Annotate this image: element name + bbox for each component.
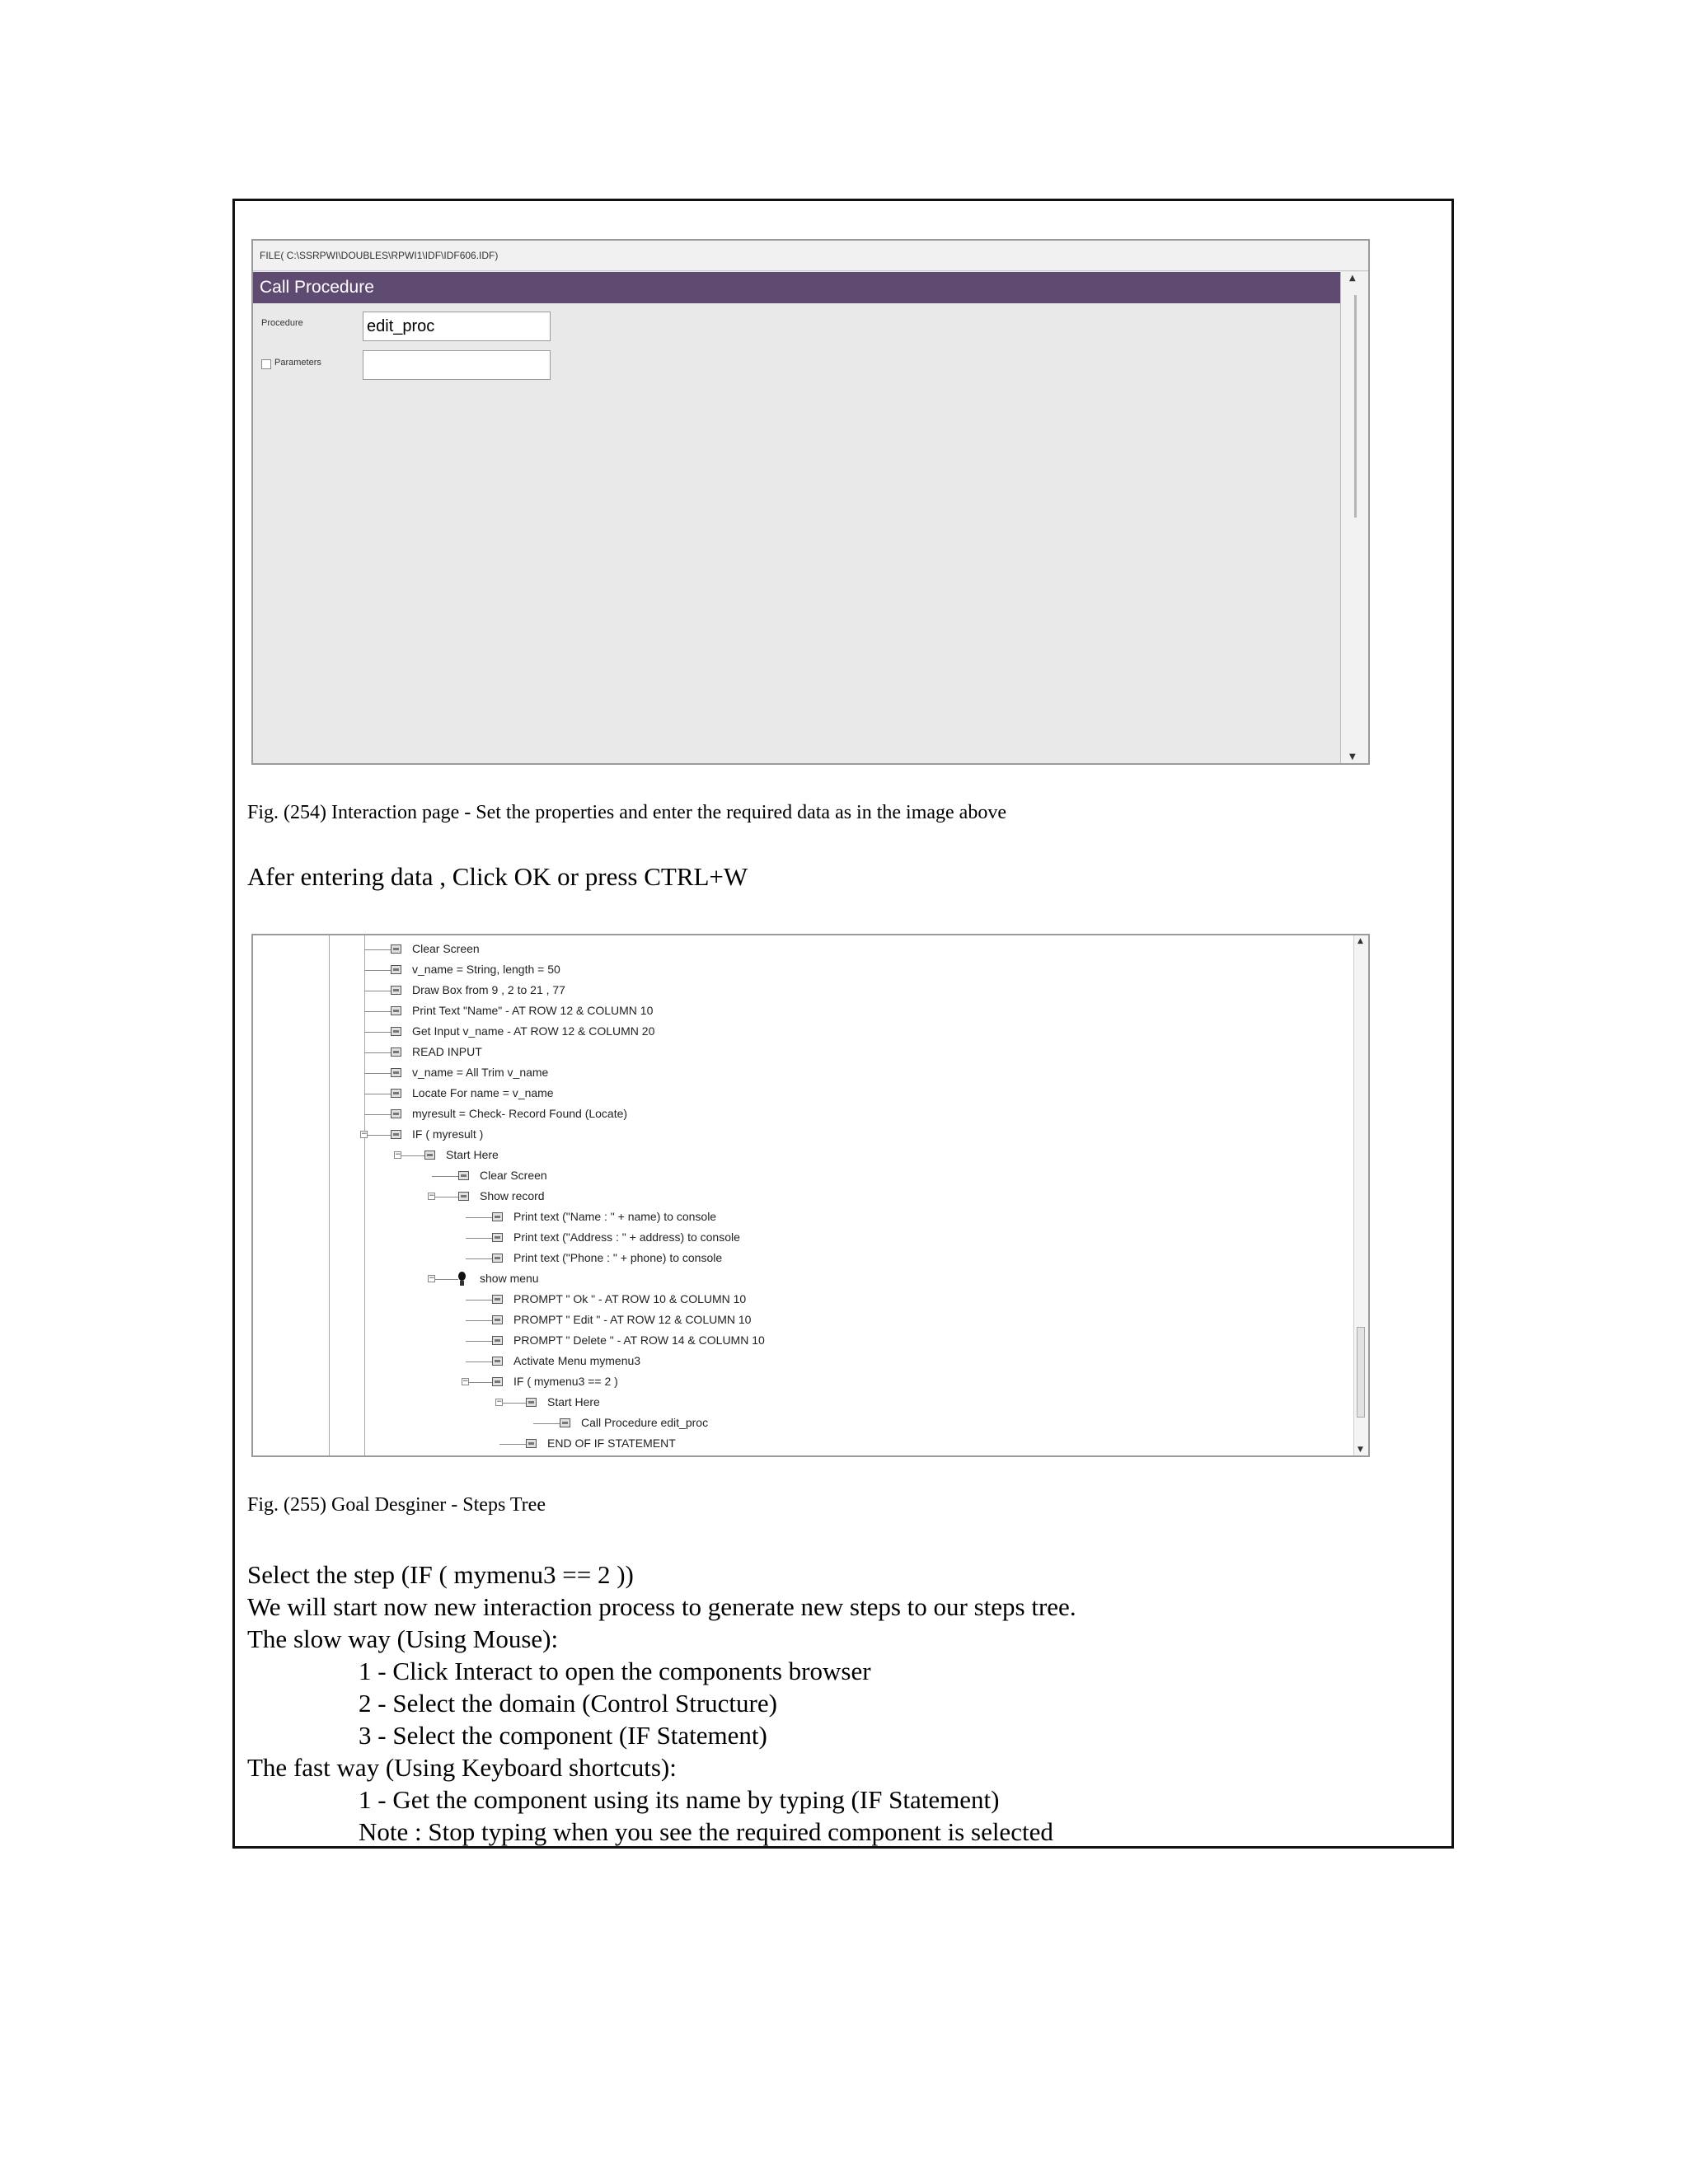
step-icon: [458, 1171, 469, 1180]
tree-connector-line: [364, 1032, 391, 1033]
procedure-input[interactable]: edit_proc: [363, 312, 551, 341]
scroll-down-arrow-icon[interactable]: ▼: [1357, 1446, 1363, 1454]
tree-step-item[interactable]: [253, 1043, 1325, 1063]
window-title: Call Procedure: [253, 272, 1340, 303]
tree-step-item[interactable]: [253, 1146, 1325, 1166]
tree-step-label: PROMPT " Ok " - AT ROW 10 & COLUMN 10: [513, 1292, 747, 1305]
tree-connector-line: [364, 949, 391, 950]
step-icon: [391, 1109, 401, 1118]
tree-step-item[interactable]: [253, 1187, 1325, 1207]
tree-step-label: IF ( myresult ): [412, 1127, 484, 1141]
step-icon: [391, 965, 401, 974]
tree-step-item[interactable]: [253, 1228, 1325, 1249]
form-body: [253, 303, 1340, 763]
instruction-line: Select the step (IF ( mymenu3 == 2 )): [247, 1560, 634, 1589]
tree-step-item[interactable]: [253, 1166, 1325, 1187]
step-icon: [391, 944, 401, 954]
tree-step-label: Show record: [480, 1189, 545, 1202]
tree-connector-line: [466, 1217, 492, 1218]
tree-step-label: IF ( mymenu3 == 2 ): [513, 1375, 618, 1388]
parameters-checkbox[interactable]: [261, 359, 271, 369]
tree-step-item[interactable]: [253, 1290, 1325, 1310]
fig254-caption: Fig. (254) Interaction page - Set the properties and enter the required data as in the image above: [247, 802, 1006, 823]
tree-step-item[interactable]: [253, 1434, 1325, 1455]
tree-step-item[interactable]: [253, 1331, 1325, 1352]
step-icon: [492, 1357, 503, 1366]
steps-tree-window: [251, 934, 1370, 1457]
collapse-toggle-icon[interactable]: −: [429, 1192, 435, 1200]
tree-connector-line: [466, 1238, 492, 1239]
tree-connector-line: [364, 1135, 391, 1136]
scroll-down-arrow-icon[interactable]: ▼: [1349, 752, 1356, 762]
tree-step-label: v_name = String, length = 50: [412, 963, 560, 976]
tree-step-item[interactable]: [253, 1022, 1325, 1043]
tree-step-label: Start Here: [446, 1148, 499, 1161]
collapse-toggle-icon[interactable]: −: [395, 1151, 401, 1159]
tree-step-label: READ INPUT: [412, 1045, 482, 1058]
tree-step-label: Draw Box from 9 , 2 to 21 , 77: [412, 983, 565, 996]
step-icon: [492, 1212, 503, 1221]
step-icon: [492, 1254, 503, 1263]
instruction-line: 1 - Click Interact to open the components browser: [359, 1657, 871, 1685]
instruction-line: Note : Stop typing when you see the required component is selected: [359, 1817, 1053, 1846]
scroll-up-arrow-icon[interactable]: ▲: [1349, 274, 1356, 283]
tree-step-item[interactable]: [253, 1063, 1325, 1084]
tree-connector-line: [466, 1300, 492, 1301]
tree-connector-line: [364, 1011, 391, 1012]
tree-step-item[interactable]: [253, 1310, 1325, 1331]
scroll-up-arrow-icon[interactable]: ▲: [1357, 937, 1363, 945]
tree-step-item[interactable]: [253, 1393, 1325, 1413]
step-icon: [391, 1027, 401, 1036]
scroll-thumb[interactable]: [1357, 1327, 1365, 1418]
step-icon: [526, 1439, 537, 1448]
tree-connector-line: [364, 1052, 391, 1053]
tree-step-label: PROMPT " Delete " - AT ROW 14 & COLUMN 10: [513, 1333, 765, 1347]
tree-connector-line: [466, 1361, 492, 1362]
tree-step-label: Print text ("Phone : " + phone) to console: [513, 1251, 723, 1264]
tree-step-label: myresult = Check- Record Found (Locate): [412, 1107, 628, 1120]
tree-connector-line: [466, 1382, 492, 1383]
tree-connector-line: [499, 1444, 526, 1445]
step-icon: [391, 986, 401, 995]
tree-connector-line: [432, 1176, 458, 1177]
step-icon: [526, 1398, 537, 1407]
tree-step-label: Activate Menu mymenu3: [513, 1354, 641, 1367]
tree-step-label: Print Text "Name" - AT ROW 12 & COLUMN 10: [412, 1004, 654, 1017]
collapse-toggle-icon[interactable]: −: [429, 1274, 435, 1282]
tree-connector-line: [466, 1341, 492, 1342]
tree-connector-line: [364, 1073, 391, 1074]
instruction-line: The fast way (Using Keyboard shortcuts):: [247, 1753, 677, 1782]
tree-connector-line: [398, 1155, 424, 1156]
instruction-line: 2 - Select the domain (Control Structure): [359, 1689, 777, 1718]
lightbulb-icon: [458, 1272, 466, 1286]
step-icon: [560, 1418, 570, 1427]
tree-step-label: PROMPT " Edit " - AT ROW 12 & COLUMN 10: [513, 1313, 752, 1326]
step-icon: [492, 1377, 503, 1386]
tree-step-label: Start Here: [547, 1395, 600, 1408]
tree-step-item[interactable]: [253, 1104, 1325, 1125]
tree-step-item[interactable]: [253, 1249, 1325, 1269]
parameters-label: Parameters: [274, 358, 321, 368]
step-icon: [492, 1295, 503, 1304]
tree-step-label: v_name = All Trim v_name: [412, 1066, 549, 1079]
tree-step-item[interactable]: [253, 1125, 1325, 1146]
tree-step-label: Print text ("Name : " + name) to console: [513, 1210, 717, 1223]
tree-connector-line: [533, 1423, 560, 1424]
step-icon: [458, 1192, 469, 1201]
tree-step-label: Clear Screen: [480, 1169, 547, 1182]
tree-connector-line: [466, 1320, 492, 1321]
after-entering-text: Afer entering data , Click OK or press CTRL+W: [247, 862, 748, 891]
call-procedure-window: [251, 239, 1370, 765]
collapse-toggle-icon[interactable]: −: [462, 1377, 469, 1385]
step-icon: [391, 1068, 401, 1077]
tree-step-item[interactable]: [253, 1372, 1325, 1393]
tree-step-label: Locate For name = v_name: [412, 1086, 554, 1099]
instruction-line: We will start now new interaction process to generate new steps to our steps tree.: [247, 1592, 1076, 1621]
fig255-caption: Fig. (255) Goal Desginer - Steps Tree: [247, 1494, 546, 1516]
step-icon: [391, 1047, 401, 1057]
tree-step-item[interactable]: [253, 981, 1325, 1001]
tree-step-item[interactable]: [253, 960, 1325, 981]
tree-step-item[interactable]: [253, 940, 1325, 960]
instruction-line: The slow way (Using Mouse):: [247, 1624, 559, 1653]
tree-step-item[interactable]: [253, 1352, 1325, 1372]
collapse-toggle-icon[interactable]: −: [361, 1130, 368, 1138]
step-icon: [492, 1315, 503, 1324]
tree-step-label: END OF IF STATEMENT: [547, 1436, 676, 1450]
step-icon: [391, 1130, 401, 1139]
tree-step-label: Get Input v_name - AT ROW 12 & COLUMN 20: [412, 1024, 655, 1038]
scroll-thumb[interactable]: [1354, 295, 1357, 518]
tree-step-item[interactable]: [253, 1269, 1325, 1290]
tree-step-label: Print text ("Address : " + address) to console: [513, 1230, 740, 1244]
parameters-input[interactable]: [363, 350, 551, 380]
collapse-toggle-icon[interactable]: −: [496, 1398, 503, 1406]
tree-connector-line: [432, 1279, 458, 1280]
tree-step-label: Call Procedure edit_proc: [581, 1416, 709, 1429]
step-icon: [492, 1336, 503, 1345]
tree-step-item[interactable]: [253, 1084, 1325, 1104]
step-icon: [424, 1151, 435, 1160]
tree-step-item[interactable]: [253, 1207, 1325, 1228]
instruction-line: 1 - Get the component using its name by typing (IF Statement): [359, 1785, 1000, 1814]
tree-connector-line: [364, 1114, 391, 1115]
instruction-line: 3 - Select the component (IF Statement): [359, 1721, 767, 1750]
tree-connector-line: [364, 970, 391, 971]
step-icon: [391, 1006, 401, 1015]
file-path-bar: FILE( C:\SSRPWI\DOUBLES\RPWI1\IDF\IDF606.IDF): [253, 241, 1368, 271]
tree-step-item[interactable]: [253, 1413, 1325, 1434]
tree-connector-line: [466, 1258, 492, 1259]
step-icon: [492, 1233, 503, 1242]
tree-vertical-scrollbar[interactable]: [1353, 935, 1368, 1455]
step-icon: [391, 1089, 401, 1098]
vertical-scrollbar[interactable]: [1340, 272, 1368, 763]
tree-step-label: show menu: [480, 1272, 539, 1285]
procedure-label: Procedure: [261, 318, 303, 328]
tree-step-label: Clear Screen: [412, 942, 480, 955]
tree-connector-line: [499, 1403, 526, 1404]
tree-step-item[interactable]: [253, 1001, 1325, 1022]
